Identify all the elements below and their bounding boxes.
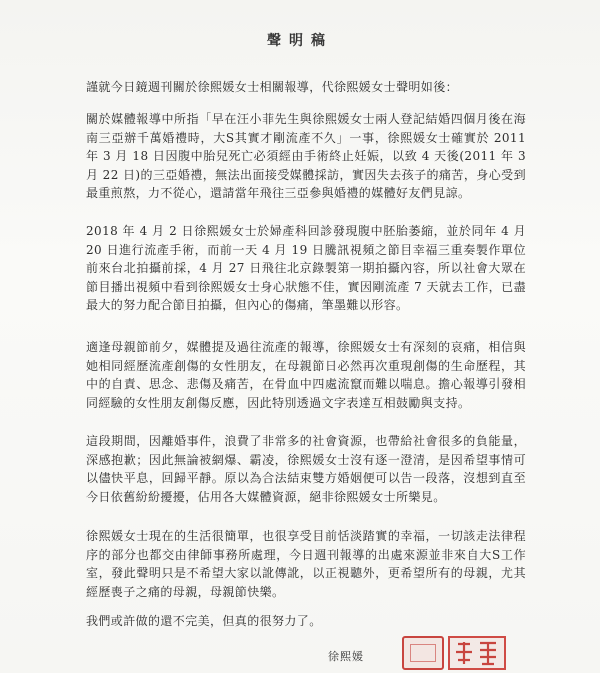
paragraph-2011-miscarriage: 關於媒體報導中所指「早在汪小菲先生與徐熙媛女士兩人登記結婚四個月後在海南三亞辦千萬婚禮時，大S其實才剛流產不久」一事，徐熙媛女士確實於 2011 年 3 月 18 日因腹中胎兒死亡必須經由手術終止妊娠，以致 4 天後(2011 年 3 月 22 日)的三亞婚禮，無法出面接受媒體採訪，實因失去孩子的痛苦，身心受到最重煎熬，力不從心，還請當年飛往三亞參與婚禮的媒體好友們見諒。 [86, 112, 526, 200]
paragraph-closing: 我們或許做的還不完美，但真的很努力了。 [86, 614, 322, 628]
seal-glyph-icon [450, 638, 504, 668]
signature-name: 徐熙媛 [328, 650, 364, 663]
law-firm-seal-stamp [448, 636, 506, 670]
red-seal-stamp [402, 636, 444, 670]
paragraph-intro: 謹就今日鏡週刊關於徐熙媛女士相關報導，代徐熙媛女士聲明如後： [86, 80, 459, 94]
paragraph-divorce-apology: 這段期間，因離婚事件，浪費了非常多的社會資源，也帶給社會很多的負能量，深感抱歉；因此無論被網爆、霸凌，徐熙媛女士沒有逐一澄清，是因希望事情可以儘快平息，回歸平靜。原以為合法結束雙方婚姻便可以告一段落，沒想到直至今日依舊紛紛擾擾，佔用各大媒體資源，絕非徐熙媛女士所樂見。 [86, 434, 526, 504]
paragraph-current-life: 徐熙媛女士現在的生活很簡單，也很享受目前恬淡踏實的幸福，一切該走法律程序的部分也都交由律師事務所處理，今日週刊報導的出處來源並非來自大S工作室，發此聲明只是不希望大家以訛傳訛，以正視聽外，更希望所有的母親，尤其經歷喪子之痛的母親，母親節快樂。 [86, 529, 526, 599]
paragraph-2018-miscarriage: 2018 年 4 月 2 日徐熙媛女士於婦產科回診發現腹中胚胎萎縮，並於同年 4 月 20 日進行流產手術，而前一天 4 月 19 日騰訊視頻之節目幸福三重奏製作單位前來台北拍攝前採，4 月 27 日飛往北京錄製第一期拍攝內容，所以社會大眾在節目播出視頻中看到徐熙媛女士身心狀態不佳，實因剛流產 7 天就去工作，已盡最大的努力配合節目拍攝，但內心的傷痛，筆墨難以形容。 [86, 224, 526, 312]
paragraph-mothers-day: 適逢母親節前夕，媒體提及過往流產的報導，徐熙媛女士有深刻的哀痛，相信與她相同經歷流產創傷的女性朋友，在母親節日必然再次重現創傷的生命歷程，其中的自責、思念、悲傷及痛苦，在骨血中四處流竄而難以喘息。擔心報導引發相同經驗的女性朋友創傷反應，因此特別透過文字表達互相鼓勵與支持。 [86, 340, 526, 410]
document-title: 聲明稿 [267, 33, 333, 49]
